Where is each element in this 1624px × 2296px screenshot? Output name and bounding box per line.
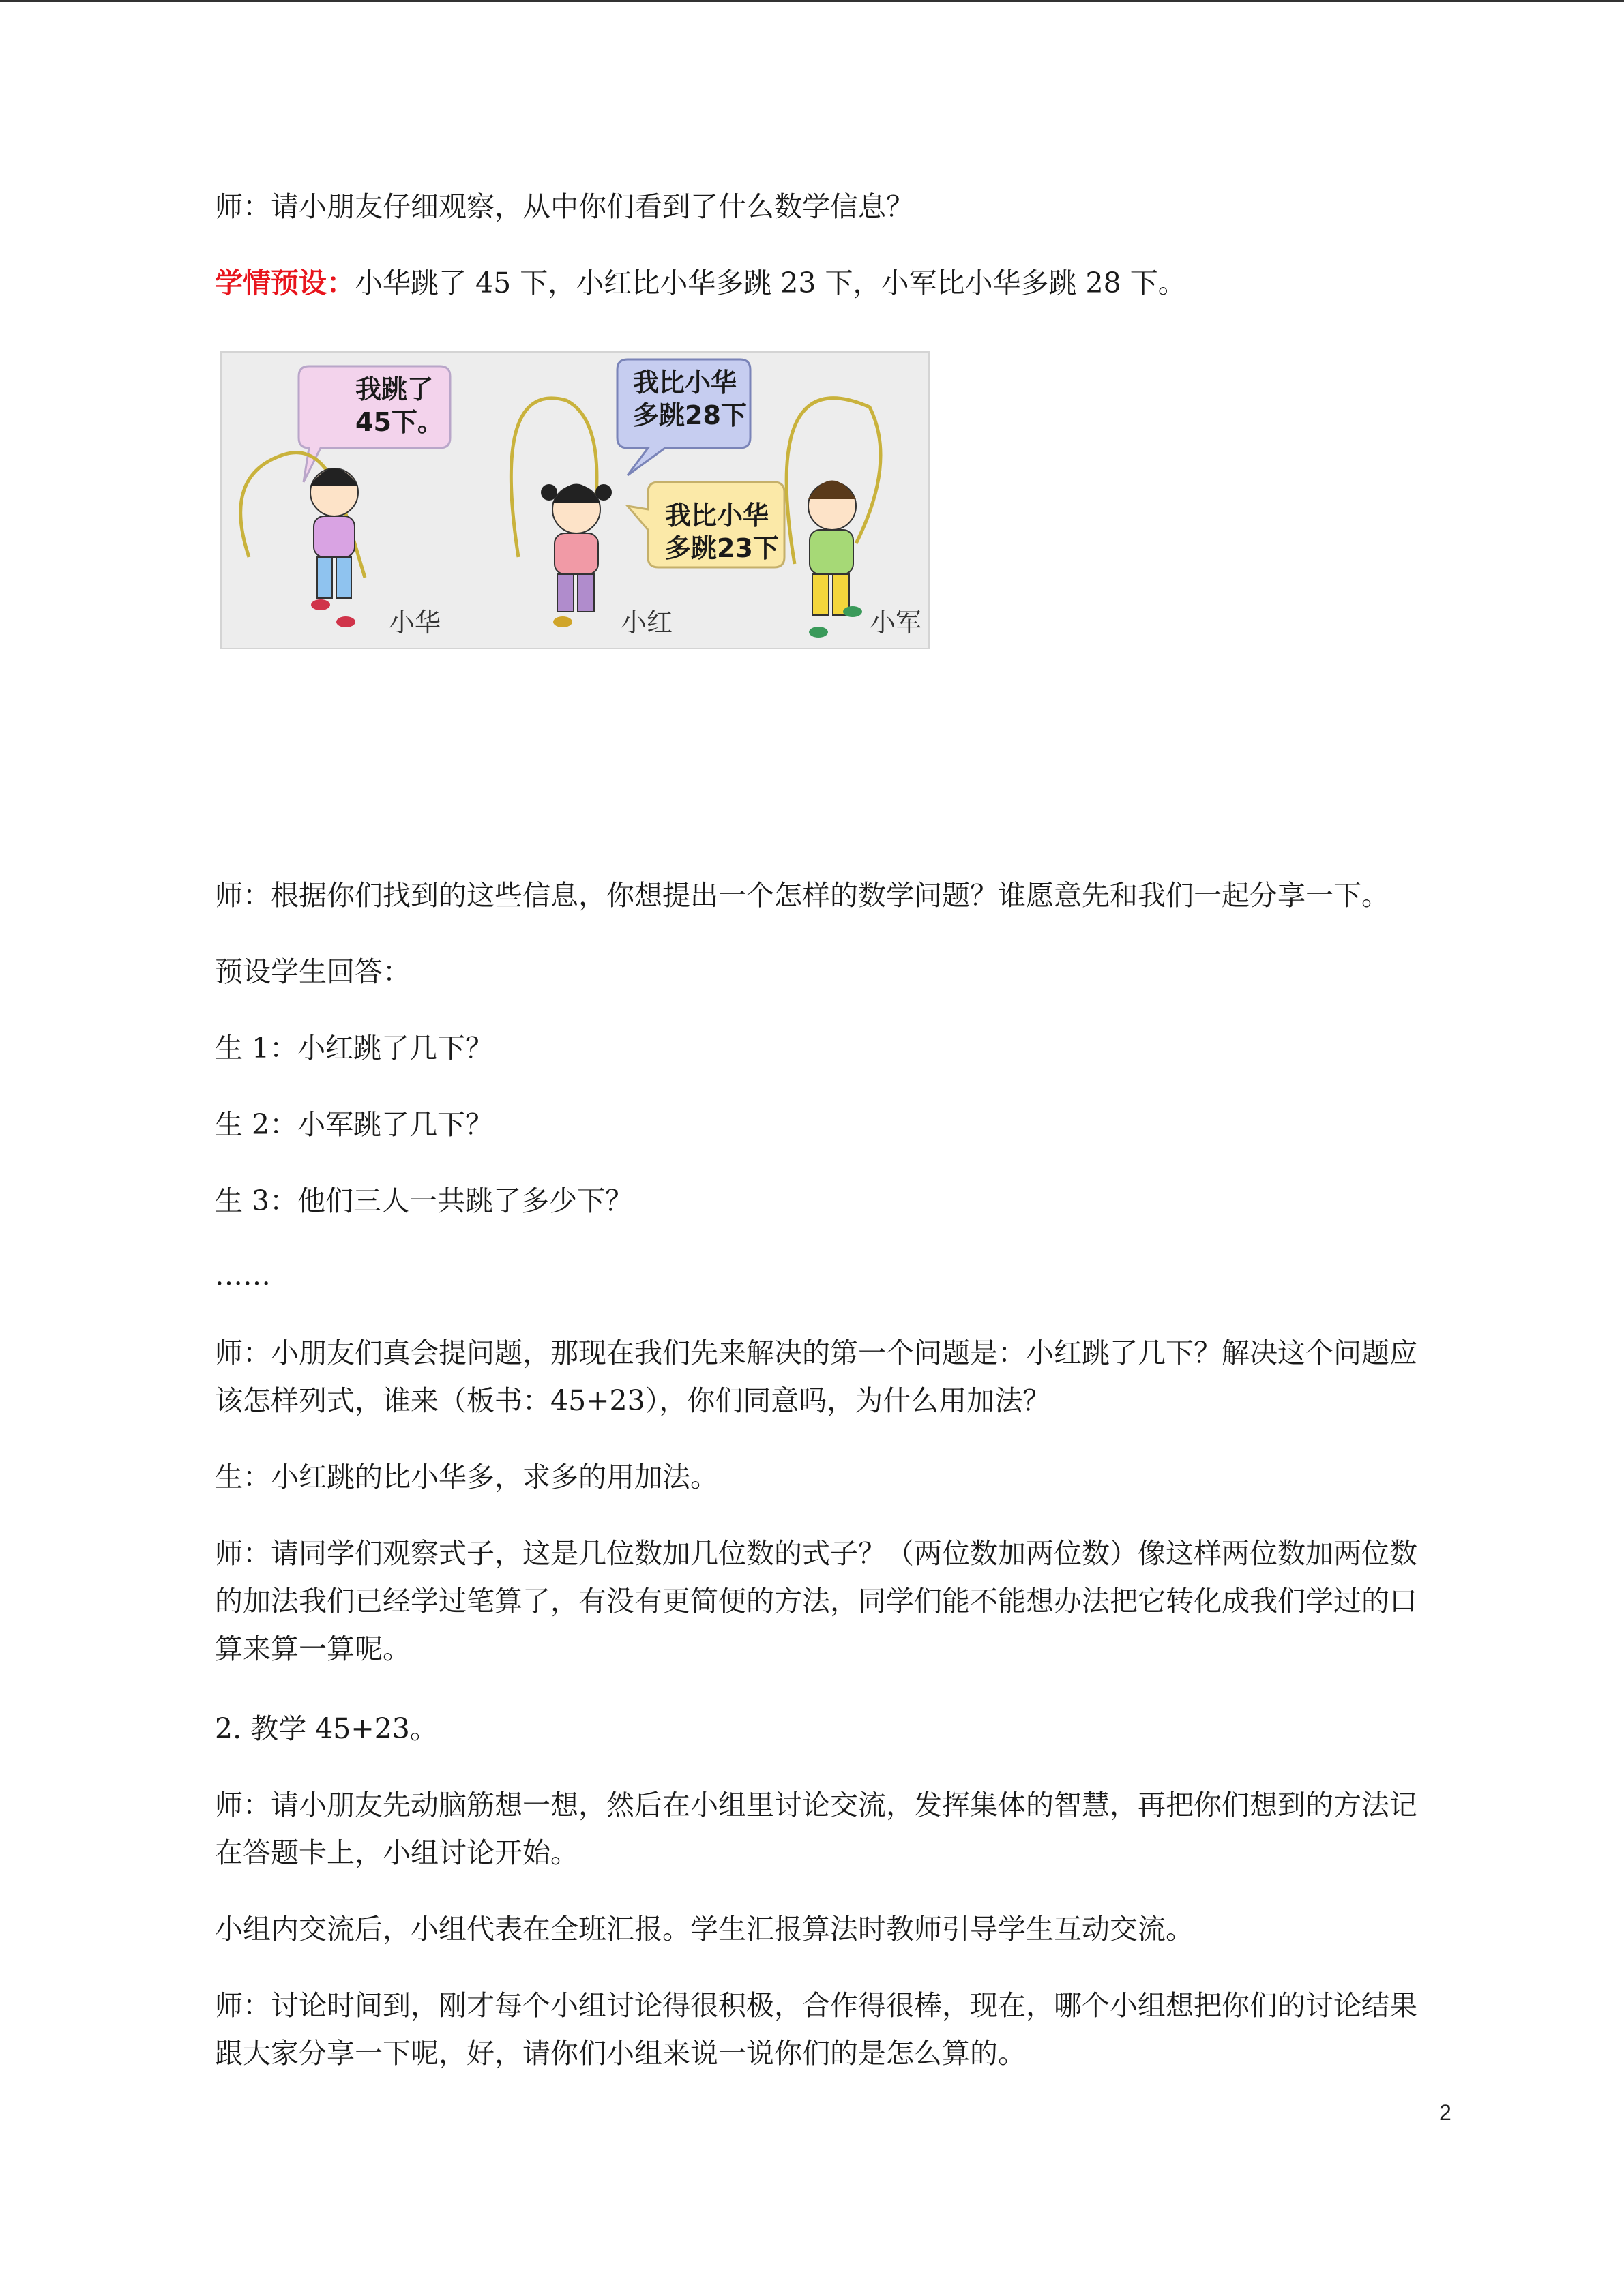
line: 师：请同学们观察式子，这是几位数加几位数的式子？（两位数加两位数）像这样两位数加两位数	[215, 1537, 1417, 1570]
paragraph-section-2: 2. 教学 45+23。	[215, 1712, 438, 1745]
paragraph-student-2: 生 2：小军跳了几下？	[215, 1108, 494, 1141]
paragraph-student-3: 生 3：他们三人一共跳了多少下？	[215, 1184, 634, 1217]
page-top-border	[0, 0, 1624, 2]
paragraph-teacher-discussion	[215, 1781, 1449, 1877]
bubble-xiaohong-text: 我比小华 多跳23下	[665, 501, 779, 563]
children-drawing	[222, 353, 928, 648]
label-xiaohua: 小华	[389, 608, 441, 638]
paragraph-preset	[215, 259, 1449, 307]
paragraph-student-1: 生 1：小红跳了几下？	[215, 1032, 494, 1064]
line: 算来算一算呢。	[215, 1632, 411, 1665]
label-xiaohong: 小红	[621, 608, 673, 638]
bubble-xiaojun-text: 我比小华 多跳28下	[633, 368, 747, 430]
paragraph-group-report: 小组内交流后，小组代表在全班汇报。学生汇报算法时教师引导学生互动交流。	[215, 1913, 1194, 1945]
paragraph-teacher-question: 师：根据你们找到的这些信息，你想提出一个怎样的数学问题？谁愿意先和我们一起分享一下。	[215, 879, 1389, 912]
figure-xiaojun	[808, 481, 862, 638]
paragraph-teacher-time-up	[215, 1982, 1449, 2077]
paragraph-teacher-first-problem	[215, 1329, 1449, 1425]
jump-rope-illustration	[220, 351, 930, 649]
preset-text: 小华跳了 45 下，小红比小华多跳 23 下，小军比小华多跳 28 下。	[355, 267, 1186, 299]
line: 的加法我们已经学过笔算了，有没有更简便的方法，同学们能不能想办法把它转化成我们学过的口	[215, 1585, 1417, 1617]
figure-xiaohua	[310, 468, 358, 627]
preset-label: 学情预设：	[215, 267, 355, 299]
label-xiaojun: 小军	[870, 608, 922, 638]
line: 师：请小朋友先动脑筋想一想，然后在小组里讨论交流，发挥集体的智慧，再把你们想到的方法记	[215, 1789, 1417, 1821]
paragraph-teacher-observe-formula	[215, 1530, 1449, 1673]
bubble-xiaohua-text: 我跳了 45下。	[355, 374, 443, 437]
paragraph-ellipsis: ……	[215, 1259, 271, 1292]
page-number: 2	[1439, 2100, 1451, 2125]
paragraph-teacher-observe: 师：请小朋友仔细观察，从中你们看到了什么数学信息？	[215, 190, 914, 223]
paragraph-preset-answers: 预设学生回答：	[215, 955, 411, 988]
line: 师：讨论时间到，刚才每个小组讨论得很积极，合作得很棒，现在，哪个小组想把你们的讨论结果	[215, 1989, 1417, 2022]
line: 在答题卡上，小组讨论开始。	[215, 1836, 578, 1869]
line: 该怎样列式，谁来（板书：45+23），你们同意吗，为什么用加法？	[215, 1384, 1051, 1417]
paragraph-student-answer: 生：小红跳的比小华多，求多的用加法。	[215, 1461, 718, 1493]
line: 师：小朋友们真会提问题，那现在我们先来解决的第一个问题是：小红跳了几下？解决这个问题应	[215, 1337, 1417, 1369]
line: 跟大家分享一下呢，好，请你们小组来说一说你们的是怎么算的。	[215, 2037, 1026, 2070]
figure-xiaohong	[541, 484, 612, 628]
